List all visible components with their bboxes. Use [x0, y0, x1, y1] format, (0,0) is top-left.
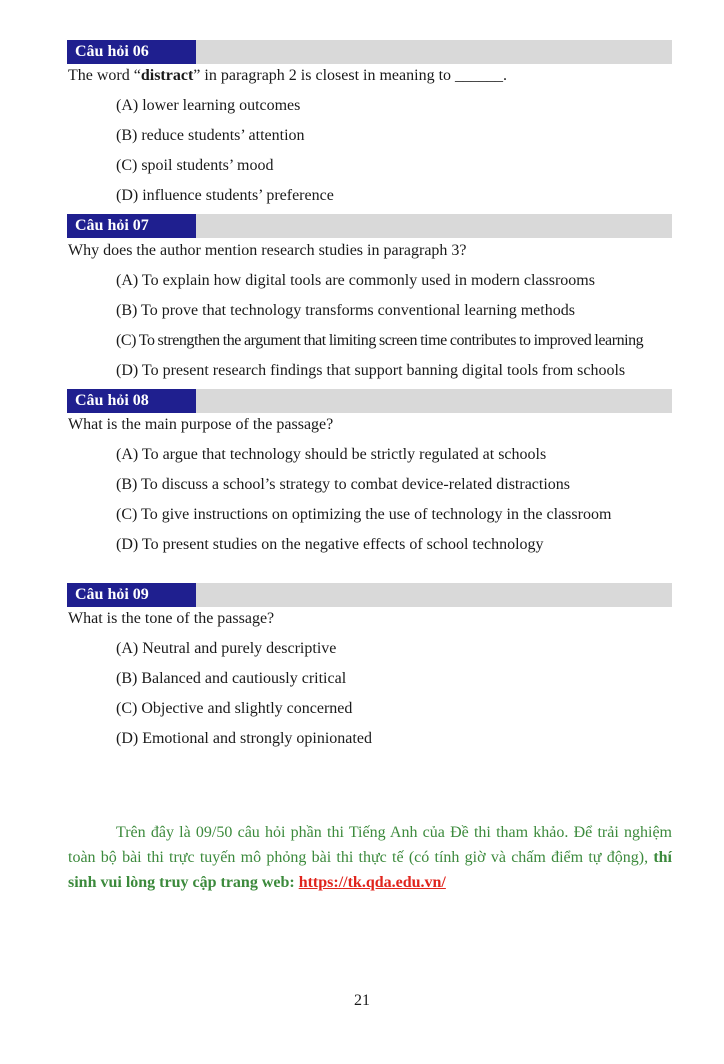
question-label: Câu hỏi 07	[67, 214, 196, 238]
footer-bold-text: thí sinh vui lòng truy cập trang web:	[68, 849, 672, 891]
answer-option[interactable]: (A) Neutral and purely descriptive	[116, 640, 337, 657]
question-stem: What is the main purpose of the passage?	[68, 416, 334, 433]
answer-option[interactable]: (C) To strengthen the argument that limiting screen time contributes to improved learning	[116, 332, 644, 349]
question-stem: Why does the author mention research studies in paragraph 3?	[68, 242, 467, 259]
question-label: Câu hỏi 06	[67, 40, 196, 64]
answer-option[interactable]: (D) To present studies on the negative effects of school technology	[116, 536, 544, 553]
footer-note	[68, 820, 672, 895]
answer-option[interactable]: (D) Emotional and strongly opinionated	[116, 730, 372, 747]
answer-option[interactable]: (D) influence students’ preference	[116, 187, 334, 204]
answer-option[interactable]: (B) reduce students’ attention	[116, 127, 305, 144]
answer-option[interactable]: (C) Objective and slightly concerned	[116, 700, 353, 717]
answer-option[interactable]: (A) To argue that technology should be strictly regulated at schools	[116, 446, 547, 463]
answer-option[interactable]: (D) To present research findings that support banning digital tools from schools	[116, 362, 626, 379]
question-stem: What is the tone of the passage?	[68, 610, 275, 627]
question-header-07	[67, 214, 672, 238]
question-header-09	[67, 583, 672, 607]
answer-option[interactable]: (C) To give instructions on optimizing the use of technology in the classroom	[116, 506, 612, 523]
page-number: 21	[354, 992, 370, 1009]
stem-highlight-word: distract	[140, 67, 194, 84]
stem-text-before: The word “	[68, 67, 141, 84]
answer-option[interactable]: (B) To prove that technology transforms conventional learning methods	[116, 302, 575, 319]
question-label: Câu hỏi 09	[67, 583, 196, 607]
question-label: Câu hỏi 08	[67, 389, 196, 413]
website-link[interactable]: https://tk.qda.edu.vn/	[298, 874, 446, 891]
question-stem	[68, 66, 507, 86]
footer-text: Trên đây là 09/50 câu hỏi phần thi Tiếng Anh của Đề thi tham khảo. Để trải nghiệm toàn bộ bài thi trực tuyến mô phỏng bài thi thực tế (có tính giờ và chấm điểm tự động),	[68, 824, 672, 866]
answer-option[interactable]: (A) lower learning outcomes	[116, 97, 301, 114]
answer-option[interactable]: (B) Balanced and cautiously critical	[116, 670, 347, 687]
answer-option[interactable]: (B) To discuss a school’s strategy to combat device-related distractions	[116, 476, 571, 493]
stem-text-after: ” in paragraph 2 is closest in meaning to ______.	[193, 67, 508, 84]
question-header-06	[67, 40, 672, 64]
answer-option[interactable]: (A) To explain how digital tools are commonly used in modern classrooms	[116, 272, 595, 289]
answer-option[interactable]: (C) spoil students’ mood	[116, 157, 274, 174]
question-header-08	[67, 389, 672, 413]
